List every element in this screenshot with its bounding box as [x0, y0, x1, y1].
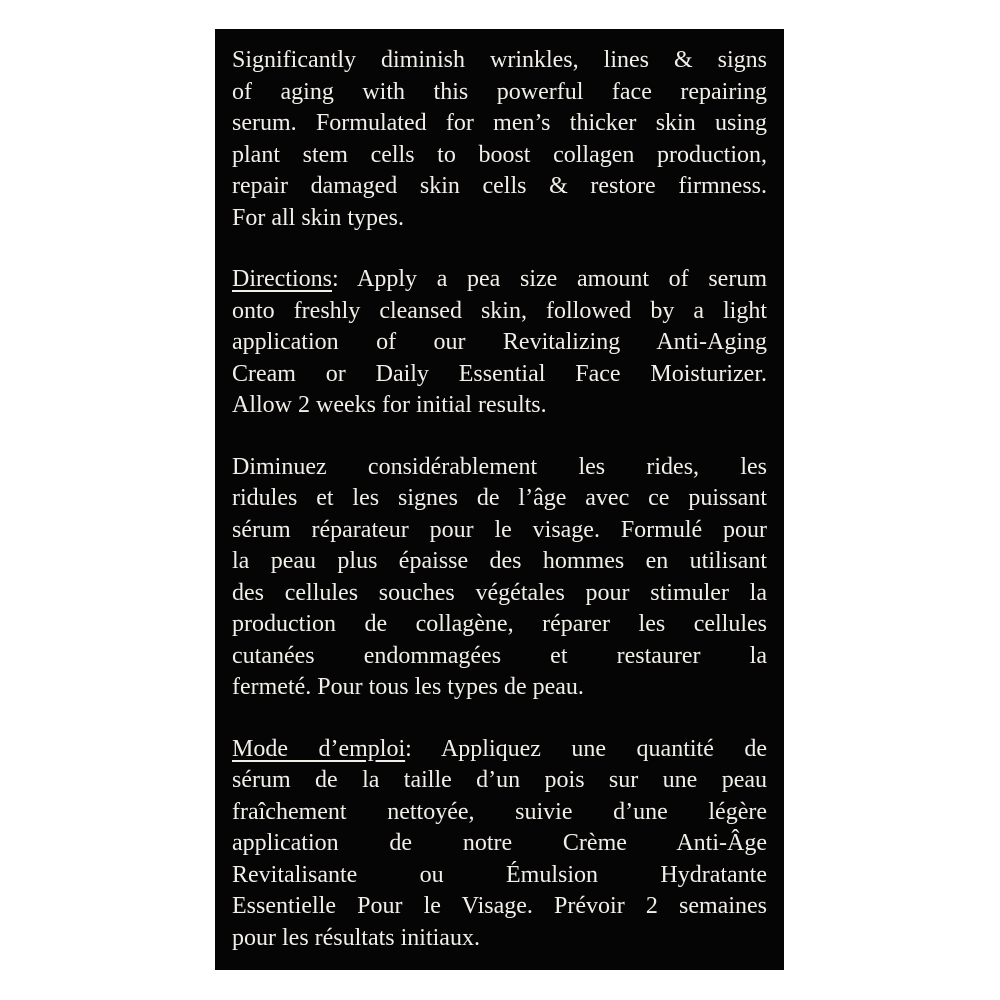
- label-text-line: fraîchement nettoyée, suivie d’une légère: [232, 798, 767, 825]
- label-text-line: sérum réparateur pour le visage. Formulé pour: [232, 516, 767, 543]
- label-text-line: application de notre Crème Anti-Âge: [232, 830, 767, 856]
- label-text-line: Mode d’emploi: Appliquez une quantité de: [232, 735, 767, 762]
- label-text-line: la peau plus épaisse des hommes en utilisant: [232, 548, 767, 574]
- label-text-line: serum. Formulated for men’s thicker skin using: [232, 110, 767, 136]
- section-heading: Mode d’emploi: [232, 735, 406, 762]
- label-text-line: cutanées endommagées et restaurer la: [232, 642, 767, 669]
- english-description-paragraph: [232, 45, 767, 234]
- label-text-line: pour les résultats initiaux.: [232, 924, 480, 951]
- label-text-line: repair damaged skin cells & restore firmness.: [232, 173, 767, 199]
- mode-demploi-paragraph: [232, 734, 767, 955]
- french-description-paragraph: [232, 452, 767, 704]
- label-text-line: Directions: Apply a pea size amount of serum: [232, 266, 767, 292]
- label-text-line: fermeté. Pour tous les types de peau.: [232, 674, 584, 700]
- label-text-line: application of our Revitalizing Anti-Aging: [232, 329, 767, 355]
- label-text-line: Significantly diminish wrinkles, lines & signs: [232, 47, 767, 73]
- label-text-line: of aging with this powerful face repairing: [232, 78, 767, 105]
- label-text-line: Revitalisante ou Émulsion Hydratante: [232, 861, 767, 888]
- label-text-line: onto freshly cleansed skin, followed by a light: [232, 297, 767, 324]
- section-heading: Directions: [232, 266, 332, 292]
- label-text-line: Cream or Daily Essential Face Moisturizer.: [232, 360, 767, 387]
- label-text-line: sérum de la taille d’un pois sur une peau: [232, 767, 767, 793]
- label-text-line: production de collagène, réparer les cellules: [232, 611, 767, 637]
- label-text-line: Allow 2 weeks for initial results.: [232, 392, 547, 418]
- product-label-panel: [215, 29, 784, 970]
- label-text-line: Diminuez considérablement les rides, les: [232, 453, 767, 480]
- label-text-line: plant stem cells to boost collagen production,: [232, 141, 767, 168]
- label-text-line: For all skin types.: [232, 204, 404, 231]
- label-text-line: des cellules souches végétales pour stimuler la: [232, 579, 767, 606]
- directions-paragraph: [232, 264, 767, 422]
- label-text-line: Essentielle Pour le Visage. Prévoir 2 semaines: [232, 893, 767, 919]
- label-text-line: ridules et les signes de l’âge avec ce puissant: [232, 485, 767, 511]
